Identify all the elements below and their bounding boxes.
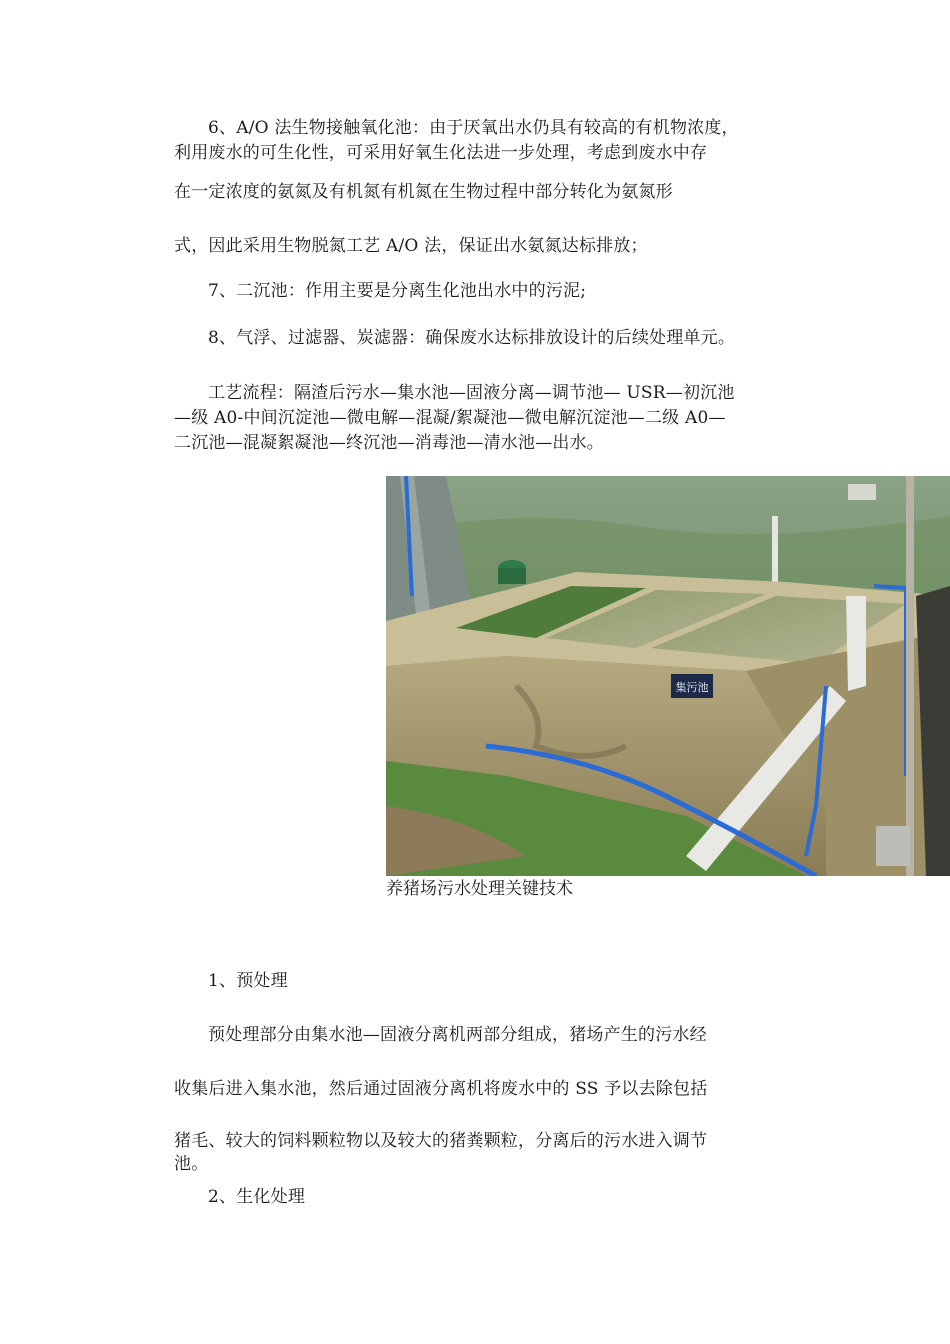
paragraph-7: 7、二沉池：作用主要是分离生化池出水中的污泥;: [208, 281, 587, 301]
section-1-heading: 1、预处理: [208, 971, 288, 991]
section-1-line-4: 池。: [174, 1154, 209, 1174]
section-1-line-1: 预处理部分由集水池—固液分离机两部分组成，猪场产生的污水经: [208, 1025, 707, 1045]
paragraph-6-line-1: 6、A/O 法生物接触氧化池：由于厌氧出水仍具有较高的有机物浓度，: [208, 118, 739, 138]
wastewater-tank-illustration: [386, 476, 950, 876]
tank-sign-text: 集污池: [675, 681, 709, 694]
process-flow-line-1: 工艺流程：隔渣后污水—集水池—固液分离—调节池— USR—初沉池: [208, 383, 735, 403]
paragraph-6-line-2: 利用废水的可生化性，可采用好氧生化法进一步处理，考虑到废水中存: [174, 143, 708, 163]
process-flow-line-3: 二沉池—混凝絮凝池—终沉池—消毒池—清水池—出水。: [174, 433, 604, 453]
wastewater-tank-photo: [386, 476, 950, 876]
figure-caption: 养猪场污水处理关键技术: [386, 879, 573, 899]
paragraph-6-line-3: 在一定浓度的氨氮及有机氮有机氮在生物过程中部分转化为氨氮形: [174, 182, 673, 202]
process-flow-line-2: —级 A0-中间沉淀池—微电解—混凝/絮凝池—微电解沉淀池—二级 A0—: [174, 408, 726, 428]
section-2-heading: 2、生化处理: [208, 1187, 306, 1207]
section-1-line-3: 猪毛、较大的饲料颗粒物以及较大的猪粪颗粒，分离后的污水进入调节: [174, 1131, 708, 1151]
section-1-line-2: 收集后进入集水池，然后通过固液分离机将废水中的 SS 予以去除包括: [174, 1079, 708, 1099]
paragraph-8: 8、气浮、过滤器、炭滤器：确保废水达标排放设计的后续处理单元。: [208, 328, 736, 348]
paragraph-6-line-4: 式，因此采用生物脱氮工艺 A/O 法，保证出水氨氮达标排放；: [174, 236, 648, 256]
